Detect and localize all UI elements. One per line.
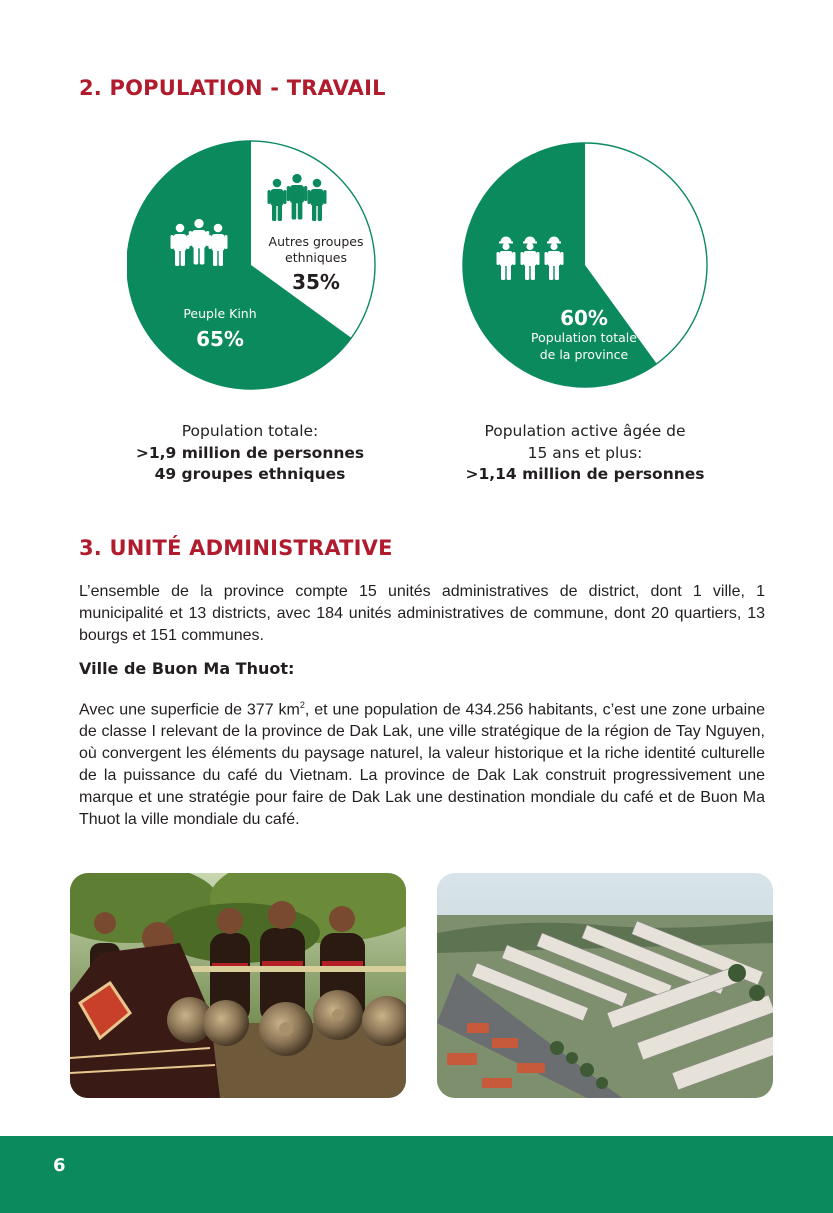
- caption-bold-population: >1,9 million de personnes: [135, 443, 365, 462]
- body-text: , et une population de 434.256 habitants, c’est une zone urbaine de classe I relevant de la province de Dak Lak, une ville stratégique de la région de Tay Nguyen, où convergent les éléments du paysage naturel, la valeur historique et la riche identité culturelle de la puissance du café du Vietnam. La province de Dak Lak construit progressivement une marque et une stratégie pour faire de Dak Lak une destination mondiale du café et de Buon Ma Thuot la ville mondiale du café.: [79, 701, 765, 829]
- slice-label-active-line2: de la province: [539, 347, 629, 362]
- paragraph-administrative: L’ensemble de la province compte 15 unités administratives de district, dont 1 ville, 1 municipalité et 13 districts, avec 184 unités administratives de commune, dont 20 quartiers, 13 bourgs et 151 communes.: [79, 583, 765, 644]
- caption-line: Population totale:: [181, 422, 319, 440]
- paragraph-buon-ma-thuot: [79, 694, 765, 831]
- caption-bold-active: >1,14 million de personnes: [465, 465, 705, 483]
- superscript: 2: [299, 700, 305, 710]
- caption-total-population: [130, 421, 370, 486]
- caption-line: Population active âgée de: [484, 422, 686, 440]
- slice-label-other-line1: Autres groupes: [268, 234, 364, 249]
- subtitle-buon-ma-thuot: Ville de Buon Ma Thuot:: [79, 659, 295, 678]
- caption-active-population: [460, 421, 710, 486]
- caption-line: 15 ans et plus:: [527, 443, 643, 462]
- slice-value-other: 35%: [292, 270, 340, 294]
- body-text: Avec une superficie de 377 km: [79, 701, 300, 719]
- pie-chart-ethnic-groups: [127, 138, 377, 392]
- slice-value-active: 60%: [560, 306, 608, 330]
- page-number: 6: [53, 1155, 66, 1176]
- section-title-administrative: 3. UNITÉ ADMINISTRATIVE: [79, 536, 393, 560]
- slice-label-other-line2: ethniques: [285, 250, 347, 265]
- slice-label-kinh: Peuple Kinh: [183, 306, 257, 321]
- footer-bar: [0, 1136, 833, 1213]
- caption-bold-ethnic: 49 groupes ethniques: [154, 465, 346, 483]
- gong-ceremony-photo: [70, 873, 406, 1098]
- pie-chart-active-population: [461, 138, 711, 392]
- city-aerial-photo: [437, 873, 773, 1098]
- slice-label-active-line1: Population totale: [531, 330, 637, 345]
- section-title-population: 2. POPULATION - TRAVAIL: [79, 76, 386, 100]
- slice-value-kinh: 65%: [196, 327, 244, 351]
